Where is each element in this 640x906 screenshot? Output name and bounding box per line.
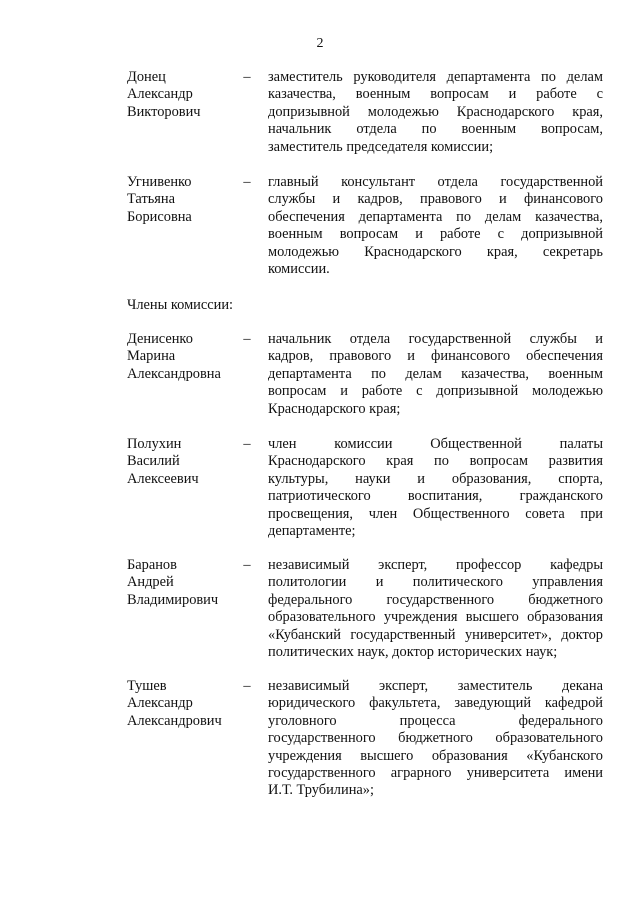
first-name: Александр <box>127 86 193 103</box>
first-name: Марина <box>127 348 176 365</box>
person-name <box>127 557 237 609</box>
surname: Тушев <box>127 678 167 694</box>
position-line: Краснодарского края по вопросам развития <box>268 453 603 470</box>
position-line: начальник отдела государственной службы и <box>268 331 603 347</box>
position-line: казачества, военным вопросам и работе с <box>268 86 603 103</box>
dash-separator: – <box>243 557 251 573</box>
position-line: заместитель председателя комиссии; <box>268 138 494 155</box>
position-line: уголовного процесса федерального <box>268 712 603 729</box>
person-position <box>268 678 603 800</box>
dash-separator: – <box>243 331 251 347</box>
surname: Донец <box>127 69 166 85</box>
position-line: просвещения, член Общественного совета при <box>268 505 603 522</box>
position-line: федерального государственного бюджетного <box>268 591 603 608</box>
position-line: патриотического воспитания, гражданского <box>268 488 603 505</box>
dash-separator: – <box>243 69 251 85</box>
person-position <box>268 557 603 661</box>
position-line: комиссии. <box>268 261 330 278</box>
position-line: департаменте; <box>268 523 356 540</box>
position-line: И.Т. Трубилина»; <box>268 782 374 799</box>
position-line: независимый эксперт, заместитель декана <box>268 678 603 694</box>
first-name: Василий <box>127 453 180 470</box>
surname: Баранов <box>127 557 177 573</box>
dash-separator: – <box>243 678 251 694</box>
position-line: государственного бюджетного образовательного <box>268 730 603 747</box>
position-line: политических наук, доктор исторических наук; <box>268 644 558 661</box>
patronymic: Александрович <box>127 712 222 729</box>
position-line: Краснодарского края; <box>268 400 401 417</box>
patronymic: Владимирович <box>127 591 219 608</box>
position-line: департамента по делам казачества, военным <box>268 365 603 382</box>
position-line: образовательного учреждения высшего образования <box>268 609 603 626</box>
person-name <box>127 331 237 383</box>
position-line: военным вопросам и работе с допризывной <box>268 226 603 243</box>
dash-separator: – <box>243 436 251 452</box>
person-name <box>127 69 237 121</box>
page-number: 2 <box>316 36 324 51</box>
position-line: службы и кадров, правового и финансового <box>268 191 603 208</box>
first-name: Андрей <box>127 574 174 591</box>
person-position <box>268 69 603 156</box>
patronymic: Викторович <box>127 103 201 120</box>
surname: Денисенко <box>127 331 193 347</box>
position-line: допризывной молодежью Краснодарского края, <box>268 103 603 120</box>
person-position <box>268 436 603 540</box>
position-line: культуры, науки и образования, спорта, <box>268 470 603 487</box>
person-name <box>127 678 237 730</box>
position-line: заместитель руководителя департамента по делам <box>268 69 603 85</box>
position-line: главный консультант отдела государственной <box>268 174 603 190</box>
surname: Угнивенко <box>127 174 192 190</box>
first-name: Татьяна <box>127 191 176 208</box>
position-line: «Кубанский государственный университет», доктор <box>268 626 603 643</box>
position-line: юридического факультета, заведующий кафедрой <box>268 695 603 712</box>
person-position <box>268 331 603 418</box>
position-line: начальник отдела по военным вопросам, <box>268 121 603 138</box>
position-line: вопросам и работе с допризывной молодежью <box>268 383 603 400</box>
position-line: кадров, правового и финансового обеспечения <box>268 348 603 365</box>
surname: Полухин <box>127 436 182 452</box>
person-name <box>127 174 237 226</box>
position-line: политологии и политического управления <box>268 574 603 591</box>
patronymic: Борисовна <box>127 208 192 225</box>
person-position <box>268 174 603 278</box>
position-line: молодежью Краснодарского края, секретарь <box>268 243 603 260</box>
first-name: Александр <box>127 695 193 712</box>
position-line: учреждения высшего образования «Кубанского <box>268 747 603 764</box>
person-name <box>127 436 237 488</box>
dash-separator: – <box>243 174 251 190</box>
patronymic: Александровна <box>127 365 221 382</box>
patronymic: Алексеевич <box>127 470 199 487</box>
position-line: обеспечения департамента по делам казачества, <box>268 208 603 225</box>
position-line: член комиссии Общественной палаты <box>268 436 603 452</box>
position-line: независимый эксперт, профессор кафедры <box>268 557 603 573</box>
position-line: государственного аграрного университета имени <box>268 765 603 782</box>
members-heading: Члены комиссии: <box>127 297 234 313</box>
